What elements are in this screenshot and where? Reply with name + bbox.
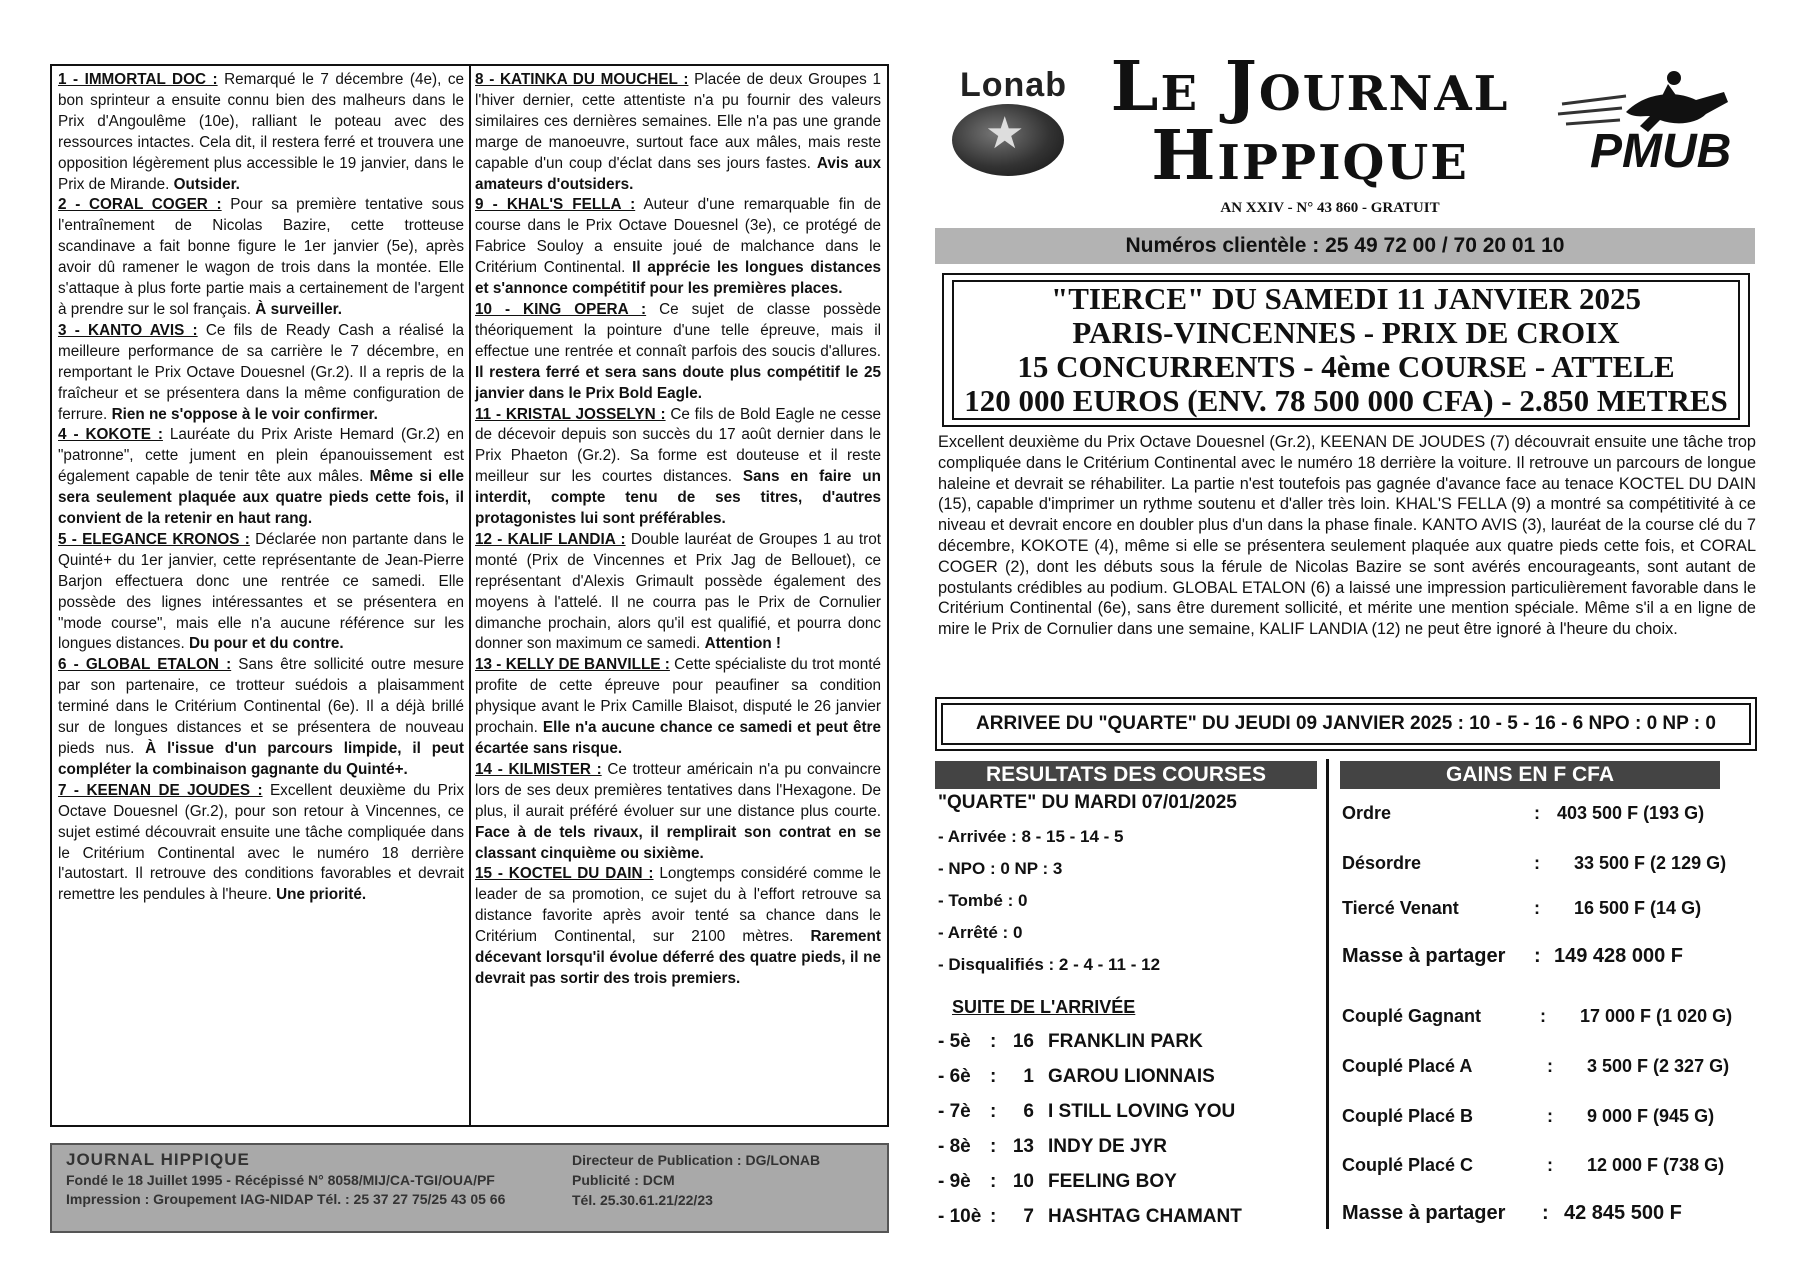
gain-row	[1342, 898, 1762, 926]
suite-place: - 10è	[938, 1206, 982, 1227]
suite-horse: GAROU LIONNAIS	[1048, 1066, 1215, 1087]
suite-colon: :	[990, 1031, 997, 1052]
arrivee-result: ARRIVEE DU "QUARTE" DU JEUDI 09 JANVIER 2025 : 10 - 5 - 16 - 6 NPO : 0 NP : 0	[941, 703, 1751, 745]
preview-text: Ce fils de Bold Eagle ne cesse de décevoir depuis son succès du 17 août dernier dans le Prix Phaeton (Gr.2). Sa forme est douteuse et il reste meilleur sur les courtes distances.	[475, 405, 882, 486]
suite-colon: :	[990, 1171, 997, 1192]
suite-row	[938, 1171, 1328, 1197]
preview-text: Remarqué le 7 décembre (4e), ce bon sprinteur a ensuite connu bien des malheurs dans le Prix d'Angoulême (10e), ralliant le poteau avec des ressources intactes. Cela dit, il restera ferré et trouvera une opposition légèrement plus accessible le 19 janvier, dans le Prix de Mirande.	[58, 71, 464, 193]
result-line: - Tombé : 0	[938, 891, 1028, 910]
preview-verdict: Même si elle sera seulement plaquée aux quatre pieds cette fois, il convient de la retenir en haut rang.	[58, 468, 464, 528]
suite-place: - 9è	[938, 1171, 971, 1192]
horse-preview	[475, 760, 881, 865]
footer-director: Directeur de Publication : DG/LONAB	[572, 1152, 821, 1168]
horse-name: 9 - KHAL'S FELLA :	[475, 196, 636, 214]
gain-label: Couplé Placé B	[1342, 1106, 1474, 1126]
horse-preview	[475, 530, 881, 655]
column-divider	[469, 66, 471, 1125]
suite-colon: :	[990, 1206, 997, 1227]
preview-text: Pour sa première tentative sous l'entraînement de Nicolas Bazire, cette trotteuse scandinave a fait bonne figure le 1er janvier (5e), après avoir dû ramener le wagon de trois dans la montée. Elle s'attaque à plus forte partie mais a certainement de l'argent à prendre sur le sol français.	[58, 196, 464, 318]
race-summary: Excellent deuxième du Prix Octave Douesnel (Gr.2), KEENAN DE JOUDES (7) découvrait ensuite une tâche trop compliquée dans le Critérium Continental avec le numéro 18 derrière la voiture. Il retrouve un parcours de longue haleine et devrait se réhabiliter. La partie n'est toutefois pas gagnée d'avance face au tenace KOCTEL DU DAIN (15), capable d'imprimer un rythme soutenu et d'aller très loin. KHAL'S FELLA (9) a montré sa compétitivité à ce niveau et devrait encore en doubler plus d'un dans la phase finale. KANTO AVIS (3), lauréat de la course clé du 7 décembre, KOKOTE (4), même si elle se présentera seulement plaquée aux quatre pieds cette fois, et CORAL COGER (2), dont les débuts sous la férule de Nicolas Bazire se sont avérés encourageants, sont autant de postulants crédibles au podium. GLOBAL ETALON (6) a laissé une impression particulièrement favorable dans le Critérium Continental (6e), sans être durement sollicité, et mérite une mention spéciale. Même s'il a en ligne de mire le Prix de Cornulier dans une semaine, KALIF LANDIA (12) ne peut être ignoré à l'heure du choix.	[938, 433, 1756, 639]
suite-row	[938, 1136, 1328, 1162]
horse-preview	[58, 70, 464, 195]
gain-value: 149 428 000 F	[1554, 945, 1683, 967]
preview-verdict: Une priorité.	[276, 886, 367, 904]
footer-right	[572, 1150, 820, 1210]
preview-verdict: Rien ne s'oppose à le voir confirmer.	[111, 405, 378, 423]
preview-text: Ce sujet de classe possède théoriquement la pointure d'une telle épreuve, mais il effectue une rentrée et connaît parfois des soucis d'allures.	[475, 300, 881, 360]
horse-name: 7 - KEENAN DE JOUDES :	[58, 781, 263, 799]
gain-colon: :	[1547, 1155, 1553, 1175]
horse-name: 15 - KOCTEL DU DAIN :	[475, 865, 654, 883]
horse-name: 10 - KING OPERA :	[475, 300, 647, 318]
results-header: RESULTATS DES COURSES	[935, 761, 1317, 789]
horse-preview	[475, 405, 881, 530]
result-line: - Disqualifiés : 2 - 4 - 11 - 12	[938, 955, 1161, 974]
publication-footer	[50, 1143, 889, 1233]
preview-verdict: À l'issue d'un parcours limpide, il peut compléter la combinaison gagnante du Quinté+.	[58, 740, 464, 778]
gain-row	[1342, 1006, 1762, 1034]
gain-value: 12 000 F (738 G)	[1587, 1155, 1725, 1175]
result-line: - Arrêté : 0	[938, 923, 1023, 942]
client-numbers-bar: Numéros clientèle : 25 49 72 00 / 70 20 01 10	[935, 228, 1755, 264]
horse-name: 3 - KANTO AVIS :	[58, 321, 198, 339]
gain-colon: :	[1540, 1006, 1546, 1026]
preview-text: Longtemps considéré comme le leader de sa promotion, ce sujet du à l'effort retrouve sa distance favorite après avoir tenté sa chance dans le Critérium Continental, sur 2100 mètres.	[475, 865, 881, 946]
gain-colon: :	[1547, 1056, 1553, 1076]
gain-label: Couplé Placé C	[1342, 1155, 1474, 1175]
gain-colon: :	[1534, 898, 1540, 918]
horse-name: 13 - KELLY DE BANVILLE :	[475, 656, 670, 674]
gain-value: 9 000 F (945 G)	[1587, 1106, 1715, 1126]
gain-colon: :	[1547, 1106, 1553, 1126]
footer-phone: Tél. 25.30.61.21/22/23	[572, 1192, 713, 1208]
suite-place: - 8è	[938, 1136, 971, 1157]
suite-horse: INDY DE JYR	[1048, 1136, 1167, 1157]
masthead-line-2: Hippique	[1151, 116, 1469, 196]
tierce-prize: 120 000 EUROS (ENV. 78 500 000 CFA) - 2.850 METRES	[964, 383, 1728, 418]
gain-label: Masse à partager	[1342, 945, 1506, 967]
horse-preview	[475, 70, 881, 195]
results-title: "QUARTE" DU MARDI 07/01/2025	[938, 792, 1237, 813]
footer-founded: Fondé le 18 Juillet 1995 - Récépissé N° 8058/MIJ/CA-TGI/OUA/PF	[66, 1172, 495, 1188]
horse-preview	[475, 655, 881, 760]
horse-preview	[58, 530, 464, 655]
gain-value: 403 500 F (193 G)	[1557, 803, 1705, 823]
result-line: - Arrivée : 8 - 15 - 14 - 5	[938, 827, 1124, 846]
horse-name: 4 - KOKOTE :	[58, 426, 163, 444]
preview-verdict: Il restera ferré et sera sans doute plus compétitif le 25 janvier dans le Prix Bold Eagle.	[475, 363, 881, 402]
gain-row	[1342, 1056, 1762, 1084]
suite-horse: HASHTAG CHAMANT	[1048, 1206, 1242, 1227]
horse-preview	[58, 781, 464, 906]
horse-preview	[58, 425, 464, 530]
suite-colon: :	[990, 1066, 997, 1087]
gain-label: Désordre	[1342, 853, 1422, 873]
gain-colon: :	[1542, 1202, 1549, 1224]
suite-number: 7	[1023, 1206, 1034, 1227]
footer-advertising: Publicité : DCM	[572, 1172, 675, 1188]
gain-row	[1342, 1155, 1762, 1183]
gain-colon: :	[1534, 803, 1540, 823]
horse-name: 2 - CORAL COGER :	[58, 196, 222, 214]
preview-verdict: Du pour et du contre.	[188, 635, 344, 653]
horse-name: 12 - KALIF LANDIA :	[475, 530, 626, 548]
gain-row	[1342, 853, 1762, 881]
horse-name: 5 - ELEGANCE KRONOS :	[58, 530, 250, 548]
horse-name: 11 - KRISTAL JOSSELYN :	[475, 405, 666, 423]
preview-verdict: Rarement décevant lorsqu'il évolue déferré des quatre pieds, il ne devrait pas sortir des trois premiers.	[475, 928, 881, 987]
previews-column-1	[58, 70, 464, 906]
footer-printing: Impression : Groupement IAG-NIDAP Tél. : 25 37 27 75/25 43 05 66	[66, 1191, 506, 1207]
horse-preview	[475, 864, 881, 989]
suite-horse: FRANKLIN PARK	[1048, 1031, 1203, 1052]
gain-label: Couplé Placé A	[1342, 1056, 1473, 1076]
preview-text: Placée de deux Groupes 1 l'hiver dernier, cette attentiste n'a pu fournir des valeurs similaires ces dernières semaines. Elle n'a pas une grande marge de manoeuvre, surtout face aux mâles, mais reste capable d'un coup d'éclat dans ses jours fastes.	[475, 71, 882, 172]
gain-label: Tiercé Venant	[1342, 898, 1459, 918]
suite-number: 16	[1012, 1031, 1034, 1052]
horse-preview	[475, 195, 881, 300]
preview-text: Lauréate du Prix Ariste Hemard (Gr.2) en "patronne", cette jument en plein épanouissement est également capable de tenir tête aux mâles.	[58, 426, 464, 486]
suite-row	[938, 1206, 1328, 1232]
pmub-logo: PMUB	[1590, 125, 1732, 178]
gain-label: Couplé Gagnant	[1342, 1006, 1481, 1026]
preview-verdict: Attention !	[704, 635, 782, 653]
preview-text: Cette spécialiste du trot monté profite de cette épreuve pour peaufiner sa condition physique avant le Prix Camille Blaisot, disputé le 26 janvier prochain.	[475, 656, 881, 737]
gain-row	[1342, 803, 1762, 831]
tierce-inner	[952, 280, 1740, 420]
preview-verdict: Il apprécie les longues distances et s'annonce compétitif pour les premières places.	[475, 259, 881, 298]
preview-text: Déclarée non partante dans le Quinté+ du 1er janvier, cette représentante de Jean-Pierre Barjon effectuera donc une rentrée ce samedi. Elle possède des lignes intéressantes et se présentera en "mode course", mais elle n'a aucune référence sur les longues distances.	[58, 530, 465, 653]
suite-place: - 7è	[938, 1101, 971, 1122]
preview-text: Ce trotteur américain n'a pu convaincre lors de ses deux premières tentatives dans l'Hexagone. De plus, il aurait préféré évoluer sur une distance plus courte.	[475, 760, 881, 820]
edition-info: AN XXIV - N° 43 860 - GRATUIT	[1220, 200, 1440, 216]
star-icon: ★	[985, 109, 1025, 158]
gain-value: 3 500 F (2 327 G)	[1587, 1056, 1730, 1076]
horse-preview	[58, 655, 464, 780]
gain-colon: :	[1534, 945, 1541, 967]
masthead	[1080, 47, 1540, 196]
gains-header: GAINS EN F CFA	[1340, 761, 1720, 789]
masthead-line-1: Le Journal	[1110, 47, 1510, 127]
preview-text: Sans être sollicité outre mesure par son partenaire, ce trotteur suédois a plaisamment terminé dans le Critérium Continental (6e). Il a déjà brillé sur de longues distances et se présentera de nouveau pieds nus.	[58, 656, 464, 757]
suite-number: 6	[1023, 1101, 1034, 1122]
footer-title: JOURNAL HIPPIQUE	[66, 1150, 250, 1169]
preview-verdict: Outsider.	[173, 175, 240, 193]
horse-preview	[58, 321, 464, 426]
gain-row	[1342, 1202, 1762, 1230]
preview-text: Double lauréat de Groupes 1 au trot monté (Prix de Vincennes et Prix Jag de Bellouet), ce représentant d'Alexis Grimault possède également des moyens à l'attelé. Il ne courra pas le Prix de Cornulier dimanche prochain, alors qu'il est qualifié, et pourra donc donner son maximum ce samedi.	[475, 530, 882, 653]
horse-name: 6 - GLOBAL ETALON :	[58, 656, 232, 674]
suite-horse: FEELING BOY	[1048, 1171, 1177, 1192]
suite-place: - 6è	[938, 1066, 971, 1087]
gain-value: 33 500 F (2 129 G)	[1574, 853, 1727, 873]
preview-text: Auteur d'une remarquable fin de course dans le Prix Octave Douesnel (3e), ce protégé de Fabrice Souloy a ensuite joué de malchance dans le Critérium Continental.	[475, 196, 882, 277]
preview-verdict: Face à de tels rivaux, il remplirait son contrat en se classant cinquième ou sixième.	[475, 823, 881, 862]
suite-number: 1	[1023, 1066, 1034, 1087]
suite-row	[938, 1066, 1328, 1092]
suite-number: 10	[1012, 1171, 1034, 1192]
horse-preview	[475, 300, 881, 405]
arrivee-box	[935, 697, 1757, 751]
horse-name: 1 - IMMORTAL DOC :	[58, 71, 218, 88]
horse-preview	[58, 195, 464, 320]
gain-label: Ordre	[1342, 803, 1392, 823]
gain-row	[1342, 945, 1762, 973]
gain-label: Masse à partager	[1342, 1202, 1506, 1224]
gain-value: 42 845 500 F	[1564, 1202, 1682, 1224]
suite-horse: I STILL LOVING YOU	[1048, 1101, 1236, 1122]
gain-value: 16 500 F (14 G)	[1574, 898, 1702, 918]
suite-place: - 5è	[938, 1031, 971, 1052]
suite-colon: :	[990, 1136, 997, 1157]
gain-value: 17 000 F (1 020 G)	[1580, 1006, 1733, 1026]
tierce-title: "TIERCE" DU SAMEDI 11 JANVIER 2025	[1051, 281, 1641, 316]
lonab-logo: Lonab	[960, 66, 1067, 104]
result-line: - NPO : 0 NP : 3	[938, 859, 1063, 878]
suite-title: SUITE DE L'ARRIVÉE	[952, 997, 1136, 1017]
tierce-race-info: 15 CONCURRENTS - 4ème COURSE - ATTELE	[1017, 349, 1675, 384]
tierce-venue: PARIS-VINCENNES - PRIX DE CROIX	[1072, 315, 1620, 350]
tierce-box	[942, 273, 1750, 427]
suite-row	[938, 1101, 1328, 1127]
preview-verdict: Sans en faire un interdit, compte tenu de ses titres, d'autres protagonistes lui sont préférables.	[475, 468, 881, 528]
horse-name: 14 - KILMISTER :	[475, 760, 602, 778]
gain-row	[1342, 1106, 1762, 1134]
footer-left	[66, 1149, 505, 1209]
suite-colon: :	[990, 1101, 997, 1122]
preview-verdict: Avis aux amateurs d'outsiders.	[475, 154, 881, 193]
preview-text: Ce fils de Ready Cash a réalisé la meilleure performance de sa carrière le 7 décembre, en remportant le Prix Octave Douesnel (Gr.2). Il a repris de la fraîcheur et se présentera dans la même configuration de ferrure.	[58, 321, 464, 423]
preview-text: Excellent deuxième du Prix Octave Douesnel (Gr.2), pour son retour à Vincennes, ce sujet estimé découvrait ensuite une tâche compliquée dans le Critérium Continental avec le numéro 18 derrière l'autostart. Il retrouve des conditions favorables et devrait remettre les pendules à l'heure.	[58, 781, 464, 904]
gain-colon: :	[1534, 853, 1540, 873]
preview-verdict: Elle n'a aucune chance ce samedi et peut être écartée sans risque.	[475, 719, 882, 757]
suite-number: 13	[1012, 1136, 1034, 1157]
previews-column-2	[475, 70, 881, 990]
horse-name: 8 - KATINKA DU MOUCHEL :	[475, 71, 689, 88]
horse-previews-panel	[50, 64, 889, 1127]
suite-row	[938, 1031, 1328, 1057]
preview-verdict: À surveiller.	[255, 300, 342, 318]
